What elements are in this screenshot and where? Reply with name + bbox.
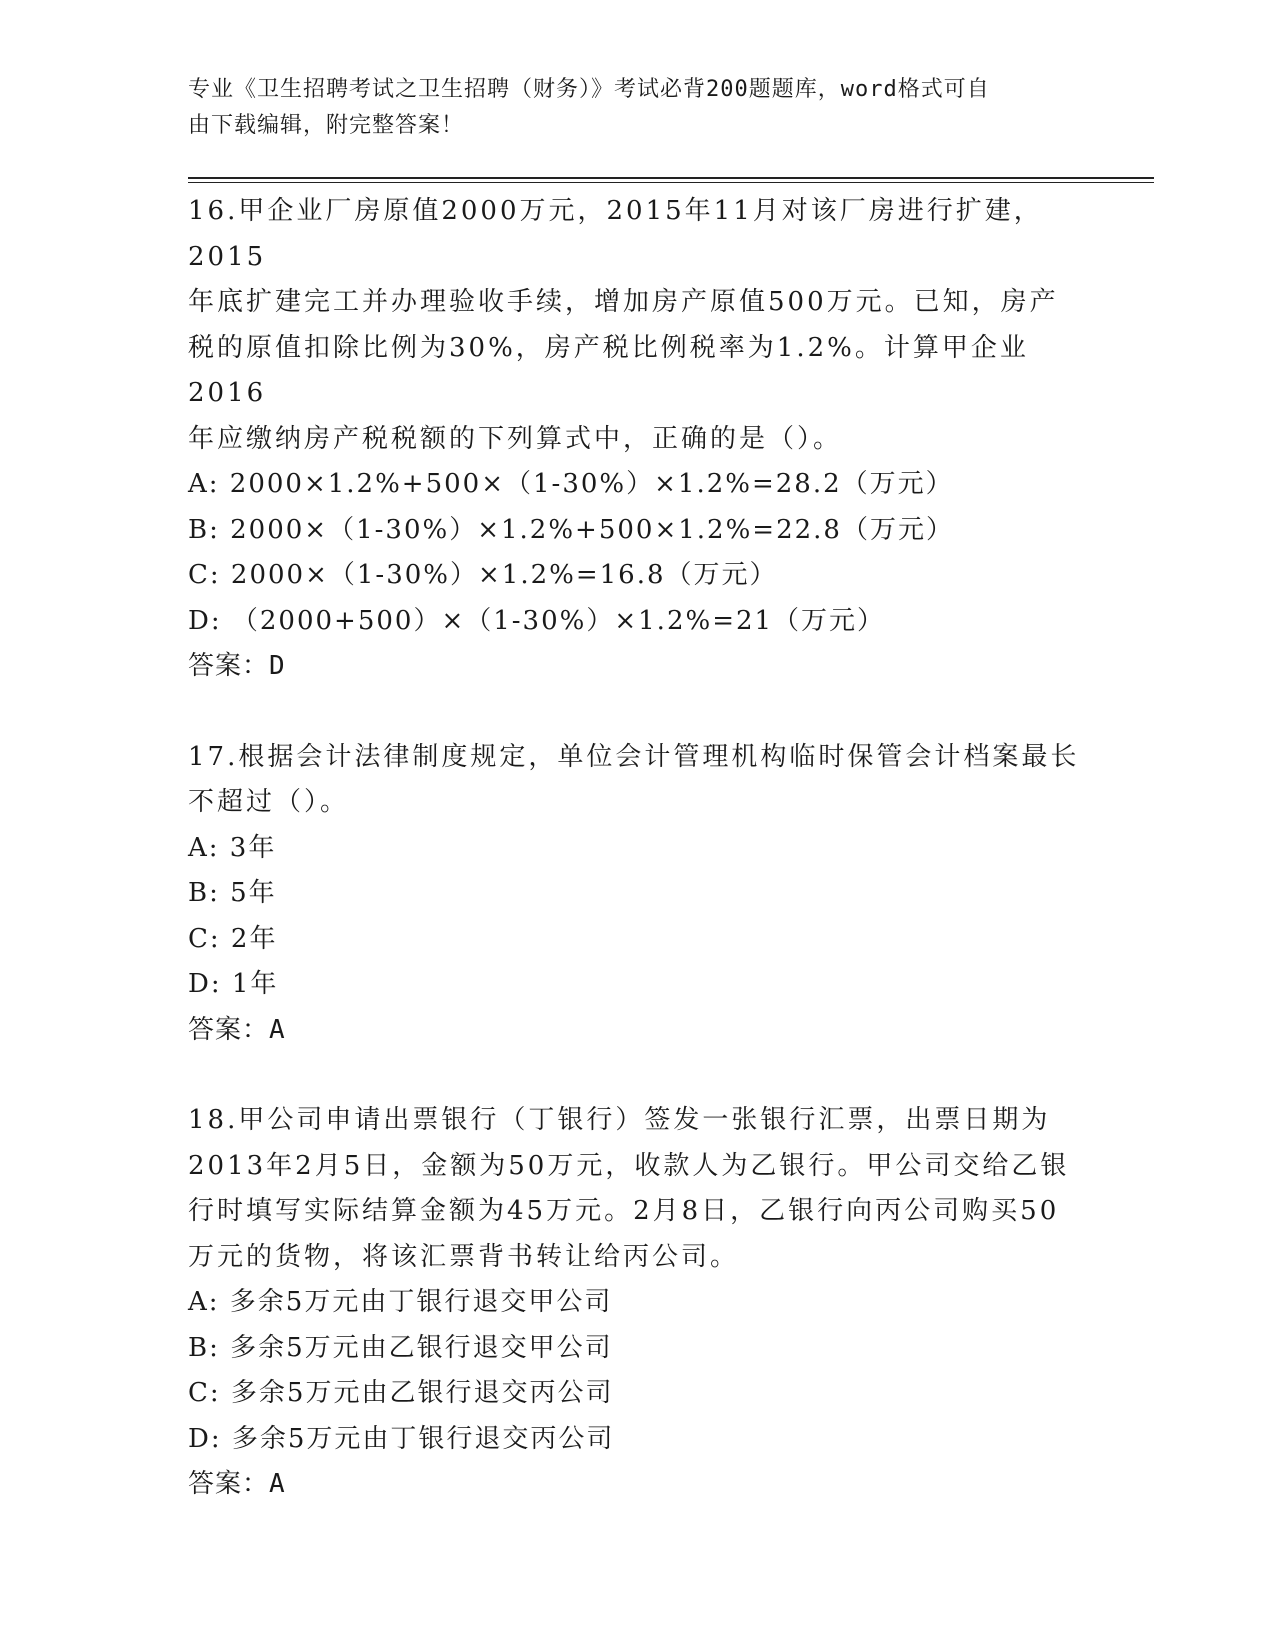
option-b: B: 多余5万元由乙银行退交甲公司 [188,1332,613,1363]
option-a: A: 2000×1.2%+500×（1-30%）×1.2%=28.2（万元） [188,469,954,499]
question-stem-line: 16.甲企业厂房原值2000万元，2015年11月对该厂房进行扩建，2015 [188,196,1043,272]
question-stem-line: 不超过（）。 [188,787,350,817]
question-stem-line: 17.根据会计法律制度规定，单位会计管理机构临时保管会计档案最长 [188,741,1080,772]
question-stem-line: 税的原值扣除比例为30%，房产税比例税率为1.2%。计算甲企业2016 [188,332,1029,408]
question-stem-line: 2013年2月5日，金额为50万元，收款人为乙银行。甲公司交给乙银 [188,1150,1070,1181]
answer-label: 答案：A [188,1469,286,1499]
question-18 [188,1098,1088,1508]
header-divider-thick [188,177,1154,179]
option-d: D: 多余5万元由丁银行退交丙公司 [188,1423,615,1454]
answer-label: 答案：A [188,1014,286,1045]
header-line-2: 由下载编辑，附完整答案！ [188,113,465,138]
option-d: D: 1年 [188,969,279,999]
option-d: D: （2000+500）×（1-30%）×1.2%=21（万元） [188,605,886,636]
question-stem-line: 万元的货物，将该汇票背书转让给丙公司。 [188,1241,740,1272]
question-stem-line: 年应缴纳房产税税额的下列算式中，正确的是（）。 [188,423,843,454]
header-divider-thin [188,182,1154,183]
question-16 [188,189,1088,690]
question-stem-line: 行时填写实际结算金额为45万元。2月8日，乙银行向丙公司购买50 [188,1196,1060,1226]
option-c: C: 多余5万元由乙银行退交丙公司 [188,1378,614,1408]
option-b: B: 5年 [188,878,277,908]
option-c: C: 2000×（1-30%）×1.2%=16.8（万元） [188,560,778,590]
option-b: B: 2000×（1-30%）×1.2%+500×1.2%=22.8（万元） [188,514,954,545]
option-a: A: 多余5万元由丁银行退交甲公司 [188,1287,613,1317]
option-a: A: 3年 [188,832,277,863]
question-stem-line: 18.甲公司申请出票银行（丁银行）签发一张银行汇票，出票日期为 [188,1105,1051,1135]
question-stem-line: 年底扩建完工并办理验收手续，增加房产原值500万元。已知，房产 [188,287,1059,317]
header-line-1: 专业《卫生招聘考试之卫生招聘（财务）》考试必背200题题库，word格式可自 [188,77,990,102]
question-list [188,189,1088,1508]
document-header [188,72,1068,144]
answer-label: 答案：D [188,651,286,681]
question-17 [188,735,1088,1054]
option-c: C: 2年 [188,923,278,954]
